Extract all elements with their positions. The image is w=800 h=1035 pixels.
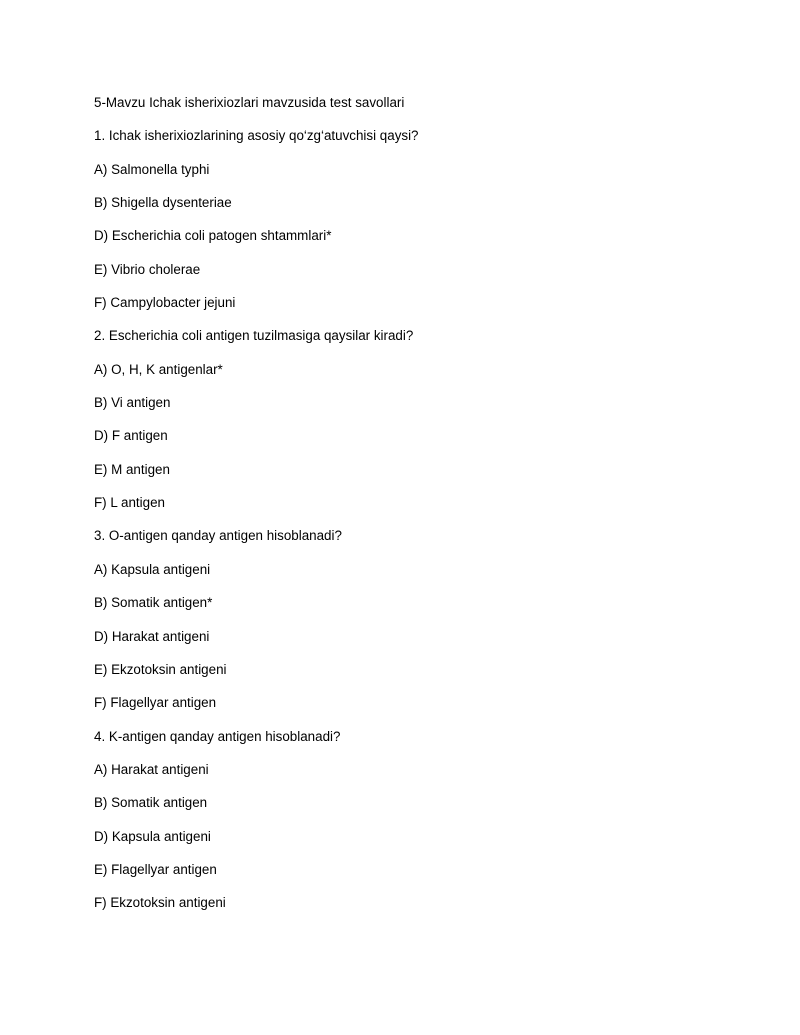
answer-option: F) Campylobacter jejuni [94, 295, 236, 311]
answer-option: A) Harakat antigeni [94, 761, 209, 777]
question-block-3 [94, 527, 714, 711]
answer-option: E) M antigen [94, 461, 170, 477]
answer-option: B) Vi antigen [94, 395, 171, 411]
document-title: 5-Mavzu Ichak isherixiozlari mavzusida test savollari [94, 95, 405, 110]
answer-option: F) Flagellyar antigen [94, 695, 217, 711]
answer-option: E) Ekzotoksin antigeni [94, 661, 227, 677]
question-text: 1. Ichak isherixiozlarining asosiy qo‘zg‘atuvchisi qaysi? [94, 128, 419, 144]
question-block-1 [94, 127, 714, 311]
answer-option: B) Somatik antigen* [94, 595, 213, 611]
document-content [94, 94, 714, 928]
answer-option: F) L antigen [94, 495, 165, 511]
answer-option: D) F antigen [94, 428, 168, 444]
answer-option: B) Somatik antigen [94, 795, 208, 811]
question-text: 3. O-antigen qanday antigen hisoblanadi? [94, 528, 342, 544]
answer-option: A) O, H, K antigenlar* [94, 361, 223, 377]
answer-option: A) Salmonella typhi [94, 161, 210, 177]
question-block-4 [94, 728, 714, 912]
answer-option: B) Shigella dysenteriae [94, 195, 232, 211]
answer-option: F) Ekzotoksin antigeni [94, 895, 226, 911]
answer-option: A) Kapsula antigeni [94, 561, 211, 577]
question-text: 4. K-antigen qanday antigen hisoblanadi? [94, 728, 341, 744]
answer-option: D) Escherichia coli patogen shtammlari* [94, 228, 332, 244]
answer-option: E) Flagellyar antigen [94, 861, 217, 877]
answer-option: E) Vibrio cholerae [94, 261, 201, 277]
answer-option: D) Harakat antigeni [94, 628, 210, 644]
answer-option: D) Kapsula antigeni [94, 828, 211, 844]
question-block-2 [94, 327, 714, 511]
question-text: 2. Escherichia coli antigen tuzilmasiga qaysilar kiradi? [94, 328, 414, 344]
